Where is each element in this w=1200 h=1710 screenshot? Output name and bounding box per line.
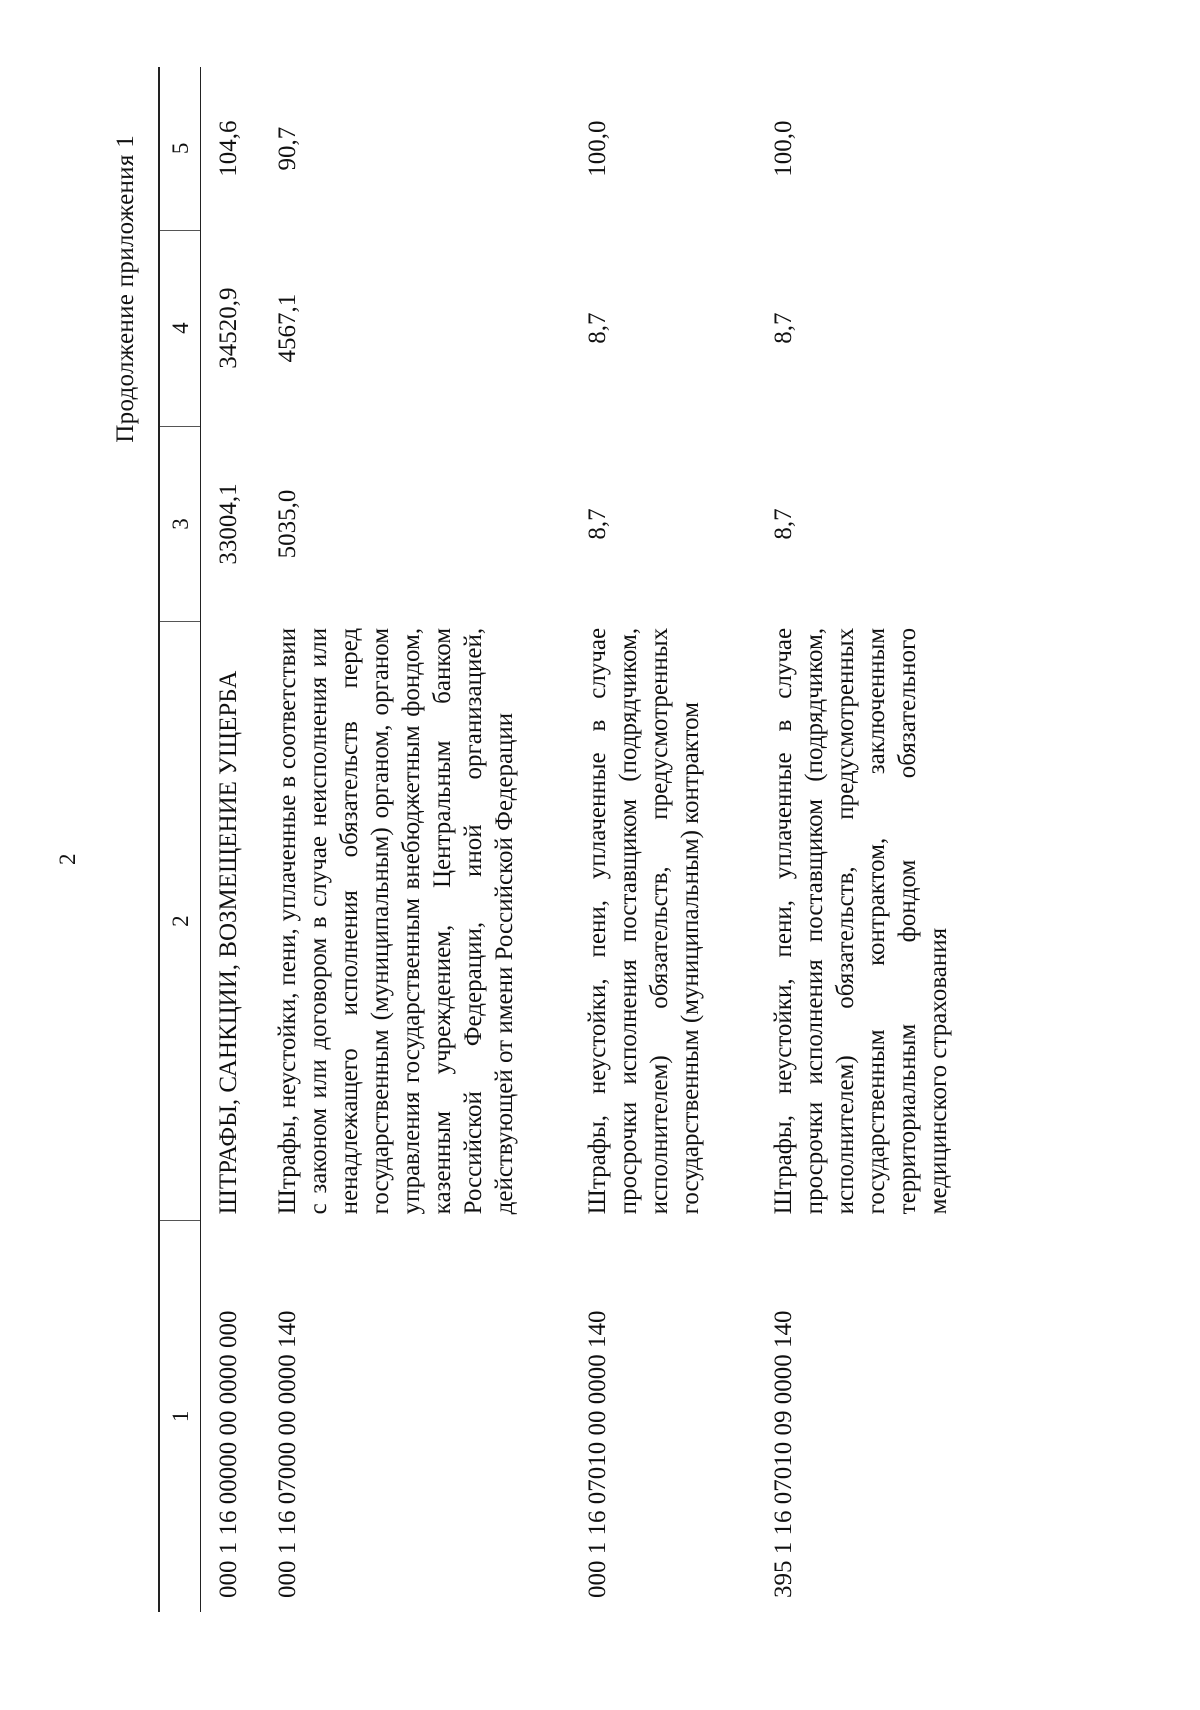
column-header: 2 bbox=[159, 622, 201, 1220]
revenue-name: ШТРАФЫ, САНКЦИИ, ВОЗМЕЩЕНИЕ УЩЕРБА bbox=[215, 670, 242, 1215]
column-header: 1 bbox=[159, 1220, 201, 1612]
table-row bbox=[260, 67, 536, 1612]
value-col3: 5035,0 bbox=[274, 489, 301, 559]
column-header: 5 bbox=[159, 67, 201, 230]
value-col4: 8,7 bbox=[584, 312, 611, 344]
value-col3: 8,7 bbox=[584, 508, 611, 540]
appendix-table bbox=[158, 67, 970, 1612]
table-header-row bbox=[159, 67, 201, 1612]
value-col3: 8,7 bbox=[770, 508, 797, 540]
value-col4: 34520,9 bbox=[215, 287, 242, 369]
appendix-continuation-label: Продолжение приложения 1 bbox=[112, 135, 139, 443]
revenue-name: Штрафы, неустойки, пени, уплаченные в случае просрочки исполнения поставщиком (подрядчиком, исполнителем) обязательств, предусмотренных государственным (муниципальным) контрактом bbox=[584, 627, 704, 1215]
value-col4: 8,7 bbox=[770, 312, 797, 344]
column-header: 3 bbox=[159, 426, 201, 622]
value-col5: 90,7 bbox=[274, 126, 301, 171]
table-row bbox=[570, 67, 722, 1612]
budget-code: 000 1 16 07000 00 0000 140 bbox=[274, 1310, 301, 1598]
table-row bbox=[756, 67, 970, 1612]
value-col5: 100,0 bbox=[584, 120, 611, 177]
value-col3: 33004,1 bbox=[215, 483, 242, 565]
page-number: 2 bbox=[55, 853, 80, 865]
revenue-name: Штрафы, неустойки, пени, уплаченные в случае просрочки исполнения поставщиком (подрядчиком, исполнителем) обязательств, предусмотренных государственным контрактом, заключенным территориальным фондом обязательного медицинского страхования bbox=[770, 627, 952, 1215]
value-col4: 4567,1 bbox=[274, 293, 301, 363]
budget-code: 000 1 16 00000 00 0000 000 bbox=[215, 1310, 242, 1598]
value-col5: 100,0 bbox=[770, 120, 797, 177]
revenue-name: Штрафы, неустойки, пени, уплаченные в соответствии с законом или договором в случае неисполнения или ненадлежащего исполнения обязательств перед государственным (муниципальным) органом, органом управления государственным внебюджетным фондом, казенным учреждением, Центральным банком Российской Федерации, иной организацией, действующей от имени Российской Федерации bbox=[274, 627, 518, 1215]
table-row bbox=[201, 67, 261, 1612]
row-spacer bbox=[722, 67, 756, 1612]
row-spacer bbox=[536, 67, 570, 1612]
budget-code: 000 1 16 07010 00 0000 140 bbox=[584, 1310, 611, 1598]
column-header: 4 bbox=[159, 230, 201, 426]
value-col5: 104,6 bbox=[215, 120, 242, 177]
budget-code: 395 1 16 07010 09 0000 140 bbox=[770, 1310, 797, 1598]
